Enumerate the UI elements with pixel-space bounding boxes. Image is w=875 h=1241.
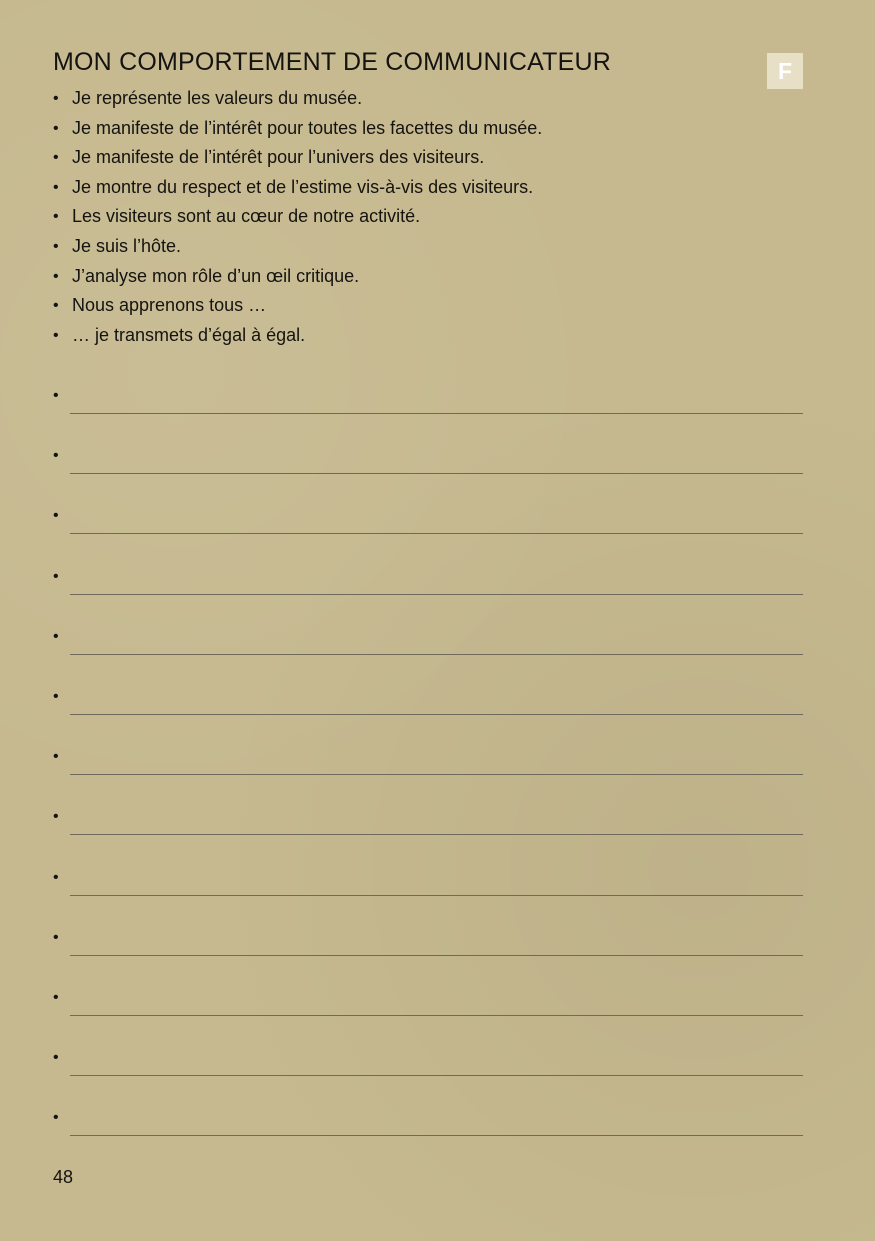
writing-line-rule: [70, 774, 803, 775]
bullet-icon: •: [53, 988, 59, 1006]
bullet-icon: •: [53, 178, 59, 196]
bullet-icon: •: [53, 567, 59, 585]
bullet-icon: •: [53, 928, 59, 946]
writing-line: [53, 1044, 803, 1104]
writing-line-rule: [70, 1075, 803, 1076]
principle-text: Je suis l’hôte.: [72, 235, 182, 256]
writing-line-rule: [70, 473, 803, 474]
bullet-icon: •: [53, 387, 59, 404]
principle-text: Les visiteurs sont au cœur de notre activité.: [72, 206, 421, 227]
principle-text: … je transmets d’égal à égal.: [72, 324, 306, 345]
writing-line-rule: [70, 714, 803, 715]
bullet-icon: •: [53, 208, 59, 226]
page-title: MON COMPORTEMENT DE COMMUNICATEUR: [53, 48, 611, 76]
principle-item: [53, 114, 542, 144]
principle-text: Je montre du respect et de l’estime vis-à-vis des visiteurs.: [72, 176, 534, 197]
writing-line-rule: [70, 955, 803, 956]
principle-item: [53, 232, 542, 262]
bullet-icon: •: [53, 868, 59, 886]
bullet-icon: •: [53, 326, 59, 344]
principle-text: Je manifeste de l’intérêt pour l’univers des visiteurs.: [72, 147, 485, 168]
bullet-icon: •: [53, 149, 59, 167]
writing-line: [53, 803, 803, 863]
writing-line: [53, 442, 803, 502]
writing-line-rule: [70, 834, 803, 835]
writing-line-rule: [70, 1135, 803, 1136]
bullet-icon: •: [53, 297, 59, 315]
bullet-icon: •: [53, 447, 59, 465]
writing-line-rule: [70, 895, 803, 896]
writing-line: [53, 563, 803, 623]
principles-list: [53, 84, 542, 350]
writing-line: [53, 683, 803, 743]
principle-text: Je manifeste de l’intérêt pour toutes les facettes du musée.: [72, 117, 543, 138]
writing-line: [53, 1104, 803, 1164]
principle-text: Je représente les valeurs du musée.: [72, 88, 363, 108]
bullet-icon: •: [53, 237, 59, 255]
writing-line-rule: [70, 413, 803, 414]
principle-text: J’analyse mon rôle d’un œil critique.: [72, 265, 360, 286]
principle-text: Nous apprenons tous …: [72, 295, 267, 316]
writing-line: [53, 623, 803, 683]
page-number: 48: [53, 1167, 74, 1187]
bullet-icon: •: [53, 808, 59, 826]
language-badge: F: [767, 53, 803, 89]
writing-line: [53, 984, 803, 1044]
writing-lines-list: [53, 382, 803, 1164]
principle-item: [53, 321, 542, 351]
principle-item: [53, 143, 542, 173]
writing-line-rule: [70, 1015, 803, 1016]
writing-line: [53, 502, 803, 562]
bullet-icon: •: [53, 748, 59, 766]
bullet-icon: •: [53, 507, 59, 525]
writing-line: [53, 382, 803, 442]
principle-item: [53, 84, 542, 114]
writing-line: [53, 864, 803, 924]
principle-item: [53, 173, 542, 203]
bullet-icon: •: [53, 267, 59, 285]
writing-line-rule: [70, 533, 803, 534]
bullet-icon: •: [53, 90, 59, 107]
bullet-icon: •: [53, 627, 59, 645]
writing-line-rule: [70, 594, 803, 595]
writing-line-rule: [70, 654, 803, 655]
principle-item: [53, 262, 542, 292]
principle-item: [53, 202, 542, 232]
bullet-icon: •: [53, 687, 59, 705]
bullet-icon: •: [53, 1049, 59, 1067]
bullet-icon: •: [53, 119, 59, 137]
writing-line: [53, 924, 803, 984]
writing-line: [53, 743, 803, 803]
principle-item: [53, 291, 542, 321]
bullet-icon: •: [53, 1109, 59, 1127]
